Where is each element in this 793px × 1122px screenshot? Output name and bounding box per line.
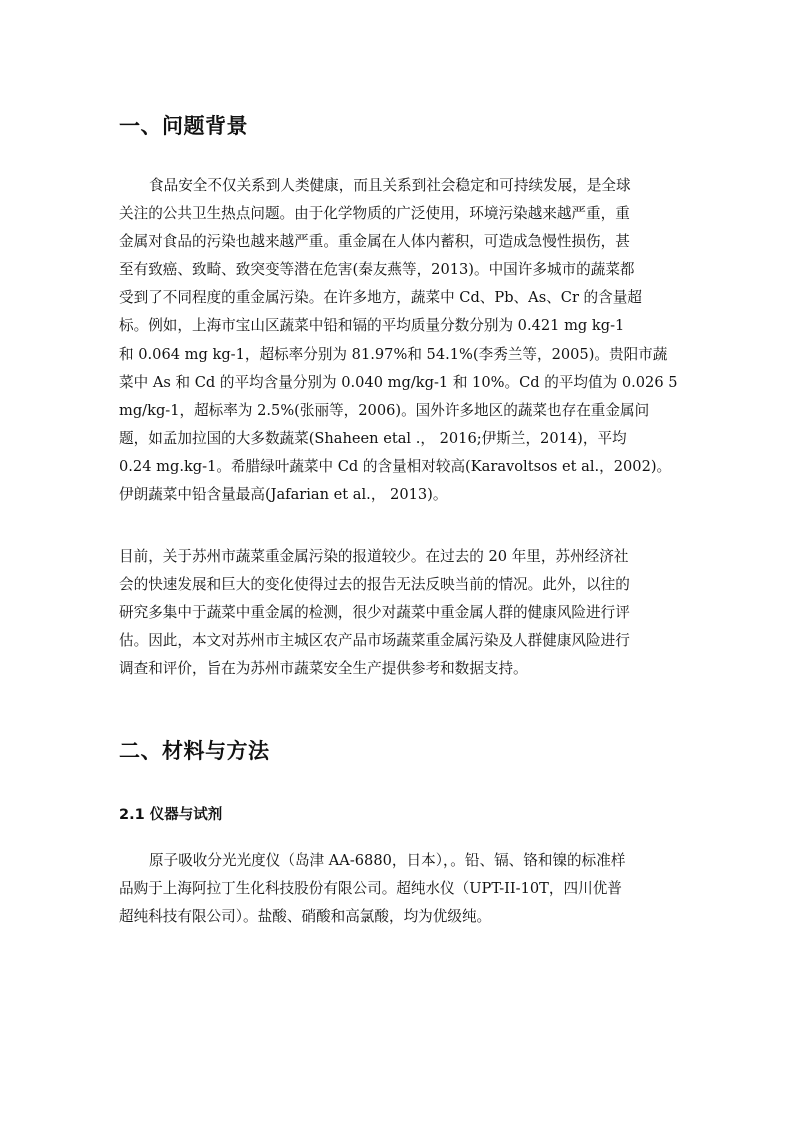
text-line: 食品安全不仅关系到人类健康，而且关系到社会稳定和可持续发展，是全球 <box>149 177 631 194</box>
text-line: 金属对食品的污染也越来越严重。重金属在人体内蓄积，可造成急慢性损伤，甚 <box>119 233 630 251</box>
text-line: 至有致癌、致畸、致突变等潜在危害(秦友燕等，2013)。中国许多城市的蔬菜都 <box>119 261 635 279</box>
paragraph-instruments <box>119 847 679 931</box>
text-line: 题，如孟加拉国的大多数蔬菜(Shaheen etal .， 2016;伊斯兰，2014)，平均 <box>119 429 627 447</box>
section-heading-methods: 二、材料与方法 <box>119 739 270 763</box>
text-line: 原子吸收分光光度仪（岛津 AA-6880，日本），。铅、镉、铬和镍的标准样 <box>149 852 626 869</box>
subsection-heading-instruments: 2.1 仪器与试剂 <box>119 807 223 823</box>
text-line: mg/kg-1，超标率为 2.5%(张丽等，2006)。国外许多地区的蔬菜也存在重金属问 <box>119 401 650 419</box>
section-heading-background: 一、问题背景 <box>119 114 248 138</box>
text-line: 关注的公共卫生热点问题。由于化学物质的广泛使用，环境污染越来越严重，重 <box>119 205 630 223</box>
text-line: 0.24 mg.kg-1。希腊绿叶蔬菜中 Cd 的含量相对较高(Karavoltsos et al.，2002)。 <box>119 457 672 475</box>
text-line: 超纯科技有限公司）。盐酸、硝酸和高氯酸，均为优级纯。 <box>119 908 492 926</box>
paragraph-background-1 <box>119 172 679 509</box>
text-line: 品购于上海阿拉丁生化科技股份有限公司。超纯水仪（UPT-II-10T，四川优普 <box>119 880 622 898</box>
text-line: 菜中 As 和 Cd 的平均含量分别为 0.040 mg/kg-1 和 10%。Cd 的平均值为 0.026 5 <box>119 373 678 391</box>
text-line: 研究多集中于蔬菜中重金属的检测，很少对蔬菜中重金属人群的健康风险进行评 <box>119 604 630 622</box>
text-line: 受到了不同程度的重金属污染。在许多地方，蔬菜中 Cd、Pb、As、Cr 的含量超 <box>119 289 642 307</box>
text-line: 会的快速发展和巨大的变化使得过去的报告无法反映当前的情况。此外，以往的 <box>119 576 630 594</box>
text-line: 伊朗蔬菜中铅含量最高(Jafarian et al.， 2013)。 <box>119 486 448 504</box>
text-line: 目前，关于苏州市蔬菜重金属污染的报道较少。在过去的 20 年里，苏州经济社 <box>119 548 629 565</box>
text-line: 和 0.064 mg kg-1，超标率分别为 81.97%和 54.1%(李秀兰等，2005)。贵阳市蔬 <box>119 345 668 363</box>
text-line: 标。例如，上海市宝山区蔬菜中铅和镉的平均质量分数分别为 0.421 mg kg-1 <box>119 317 625 335</box>
text-line: 估。因此，本文对苏州市主城区农产品市场蔬菜重金属污染及人群健康风险进行 <box>119 632 630 650</box>
text-line: 调查和评价，旨在为苏州市蔬菜安全生产提供参考和数据支持。 <box>119 660 528 678</box>
paragraph-background-2 <box>119 543 679 683</box>
